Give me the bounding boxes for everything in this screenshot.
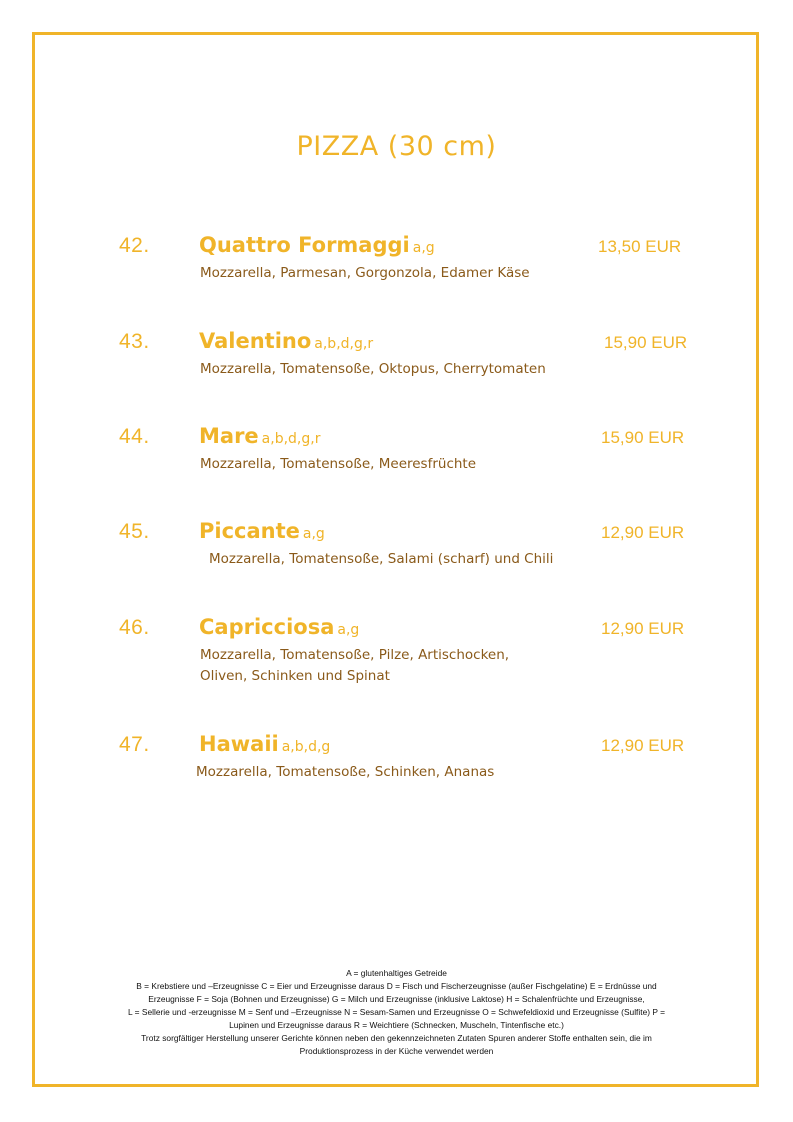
- item-name-wrapper: [199, 424, 320, 448]
- item-description: [209, 549, 553, 570]
- item-description-line: Mozzarella, Parmesan, Gorgonzola, Edamer Käse: [200, 265, 530, 281]
- item-name: Quattro Formaggi: [199, 233, 410, 257]
- item-number: 45.: [119, 520, 150, 543]
- item-price: 13,50 EUR: [598, 237, 682, 256]
- item-name-wrapper: [199, 233, 435, 257]
- item-number: 44.: [119, 425, 150, 448]
- page-title: PIZZA (30 cm): [296, 131, 497, 162]
- legend-line: Erzeugnisse F = Soja (Bohnen und Erzeugnisse) G = Milch und Erzeugnisse (inklusive Laktose) H = Schalenfrüchte und Erzeugnisse,: [148, 994, 645, 1004]
- item-allergens: a,g: [412, 240, 435, 256]
- item-price: 15,90 EUR: [604, 333, 688, 352]
- legend-line: L = Sellerie und -erzeugnisse M = Senf und –Erzeugnisse N = Sesam-Samen und Erzeugnisse O = Schwefeldioxid und Erzeugnisse (Sulfite) P =: [128, 1007, 665, 1017]
- item-name-wrapper: [199, 732, 330, 756]
- legend-line: B = Krebstiere und –Erzeugnisse C = Eier und Erzeugnisse daraus D = Fisch und Fischerzeugnisse (außer Fischgelatine) E = Erdnüsse und: [136, 981, 657, 991]
- item-description: [196, 762, 494, 783]
- item-allergens: a,g: [302, 526, 325, 542]
- item-allergens: a,b,d,g,r: [314, 336, 374, 352]
- item-allergens: a,b,d,g: [281, 739, 331, 755]
- item-description-line: Mozzarella, Tomatensoße, Schinken, Ananas: [196, 764, 495, 780]
- legend-line: Lupinen und Erzeugnisse daraus R = Weichtiere (Schnecken, Muscheln, Tintenfische etc.): [229, 1020, 564, 1030]
- item-description-line: Mozzarella, Tomatensoße, Salami (scharf) und Chili: [209, 551, 554, 567]
- item-allergens: a,g: [337, 622, 360, 638]
- item-name: Valentino: [199, 329, 312, 353]
- item-number: 47.: [119, 733, 150, 756]
- item-description-line: Mozzarella, Tomatensoße, Pilze, Artischocken,: [200, 647, 510, 663]
- item-price: 12,90 EUR: [601, 523, 685, 542]
- item-name: Capricciosa: [199, 615, 335, 639]
- item-allergens: a,b,d,g,r: [261, 431, 321, 447]
- disclaimer-line: Trotz sorgfältiger Herstellung unserer Gerichte können neben den gekennzeichneten Zutaten Spuren anderer Stoffe enthalten sein, die im: [141, 1033, 652, 1043]
- item-name: Mare: [199, 424, 259, 448]
- allergen-legend: [70, 967, 723, 1058]
- item-name-wrapper: [199, 615, 359, 639]
- item-description-line: Mozzarella, Tomatensoße, Meeresfrüchte: [200, 456, 477, 472]
- item-description-line: Mozzarella, Tomatensoße, Oktopus, Cherrytomaten: [200, 361, 546, 377]
- disclaimer-line: Produktionsprozess in der Küche verwendet werden: [299, 1046, 494, 1056]
- item-name: Hawaii: [199, 732, 279, 756]
- item-description: [200, 359, 546, 380]
- item-price: 12,90 EUR: [601, 619, 685, 638]
- item-description: [200, 263, 530, 284]
- item-name-wrapper: [199, 329, 373, 353]
- item-price: 12,90 EUR: [601, 736, 685, 755]
- item-number: 43.: [119, 330, 150, 353]
- item-description: [200, 645, 509, 687]
- item-number: 42.: [119, 234, 150, 257]
- item-price: 15,90 EUR: [601, 428, 685, 447]
- item-number: 46.: [119, 616, 150, 639]
- item-description: [200, 454, 476, 475]
- item-name: Piccante: [199, 519, 300, 543]
- item-description-line: Oliven, Schinken und Spinat: [200, 668, 390, 684]
- legend-line: A = glutenhaltiges Getreide: [346, 968, 447, 978]
- item-name-wrapper: [199, 519, 325, 543]
